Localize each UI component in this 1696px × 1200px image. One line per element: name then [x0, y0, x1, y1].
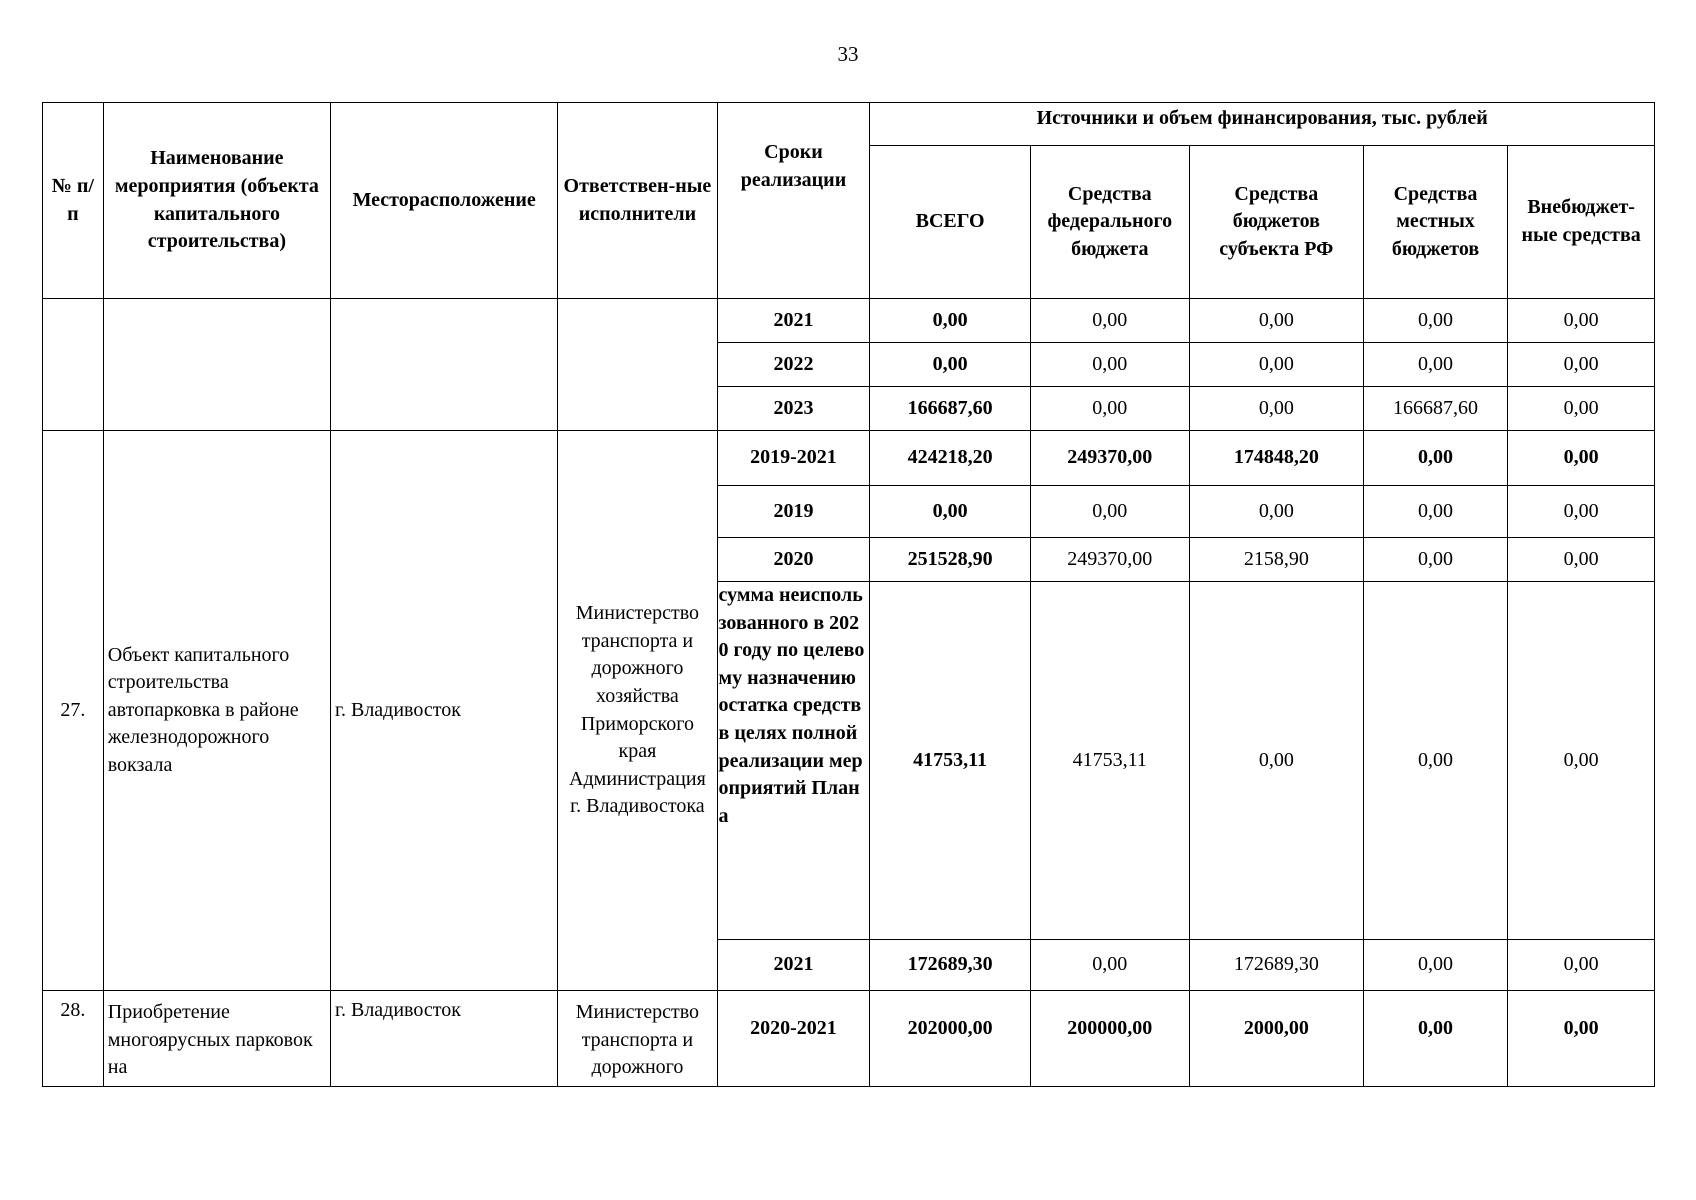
item-responsible: Министерство транспорта и дорожного хозяйства Приморского края Администрация г. Владивостока [558, 431, 717, 991]
local-cell: 0,00 [1363, 538, 1508, 582]
total-cell: 166687,60 [870, 387, 1030, 431]
federal-cell: 249370,00 [1030, 431, 1189, 486]
period-cell: 2023 [717, 387, 870, 431]
period-cell: 2022 [717, 343, 870, 387]
period-cell: 2019-2021 [717, 431, 870, 486]
table-row [43, 299, 1655, 343]
total-cell: 0,00 [870, 343, 1030, 387]
header-funding-group: Источники и объем финансирования, тыс. рублей [870, 103, 1655, 146]
header-row-1 [43, 103, 1655, 146]
item-name: Объект капитального строительства автопарковка в районе железнодорожного вокзала [103, 431, 330, 991]
extra-cell: 0,00 [1508, 431, 1655, 486]
subject-cell: 2000,00 [1189, 991, 1363, 1087]
extra-cell: 0,00 [1508, 991, 1655, 1087]
item-location: г. Владивосток [331, 991, 558, 1087]
subject-cell: 0,00 [1189, 486, 1363, 538]
item-number: 28. [43, 991, 104, 1087]
total-cell: 0,00 [870, 486, 1030, 538]
federal-cell: 200000,00 [1030, 991, 1189, 1087]
extra-cell: 0,00 [1508, 940, 1655, 991]
header-period: Сроки реализации [717, 103, 870, 299]
header-local: Средства местных бюджетов [1363, 146, 1508, 299]
item-location: г. Владивосток [331, 431, 558, 991]
header-extra: Внебюджет-ные средства [1508, 146, 1655, 299]
extra-cell: 0,00 [1508, 299, 1655, 343]
period-cell: 2021 [717, 940, 870, 991]
federal-cell: 0,00 [1030, 387, 1189, 431]
cont-location-cell [331, 299, 558, 431]
total-cell: 0,00 [870, 299, 1030, 343]
federal-cell: 0,00 [1030, 486, 1189, 538]
header-total: ВСЕГО [870, 146, 1030, 299]
header-federal: Средства федерального бюджета [1030, 146, 1189, 299]
federal-cell: 0,00 [1030, 343, 1189, 387]
item-number: 27. [43, 431, 104, 991]
extra-cell: 0,00 [1508, 582, 1655, 940]
local-cell: 0,00 [1363, 486, 1508, 538]
period-cell: 2020 [717, 538, 870, 582]
extra-cell: 0,00 [1508, 486, 1655, 538]
table-row [43, 991, 1655, 1087]
local-cell: 166687,60 [1363, 387, 1508, 431]
period-cell: 2021 [717, 299, 870, 343]
subject-cell: 0,00 [1189, 387, 1363, 431]
header-subject: Средства бюджетов субъекта РФ [1189, 146, 1363, 299]
period-cell: 2019 [717, 486, 870, 538]
local-cell: 0,00 [1363, 940, 1508, 991]
item-responsible: Министерство транспорта и дорожного [558, 991, 717, 1087]
item-name: Приобретение многоярусных парковок на [103, 991, 330, 1087]
local-cell: 0,00 [1363, 343, 1508, 387]
subject-cell: 2158,90 [1189, 538, 1363, 582]
subject-cell: 172689,30 [1189, 940, 1363, 991]
period-cell: 2020-2021 [717, 991, 870, 1087]
local-cell: 0,00 [1363, 431, 1508, 486]
total-cell: 251528,90 [870, 538, 1030, 582]
local-cell: 0,00 [1363, 299, 1508, 343]
extra-cell: 0,00 [1508, 538, 1655, 582]
total-cell: 41753,11 [870, 582, 1030, 940]
cont-responsible-cell [558, 299, 717, 431]
extra-cell: 0,00 [1508, 387, 1655, 431]
subject-cell: 174848,20 [1189, 431, 1363, 486]
local-cell: 0,00 [1363, 582, 1508, 940]
header-name: Наименование мероприятия (объекта капитального строительства) [103, 103, 330, 299]
federal-cell: 249370,00 [1030, 538, 1189, 582]
federal-cell: 0,00 [1030, 940, 1189, 991]
financing-table [42, 102, 1655, 1087]
header-location: Месторасположение [331, 103, 558, 299]
cont-name-cell [103, 299, 330, 431]
header-responsible: Ответствен-ные исполнители [558, 103, 717, 299]
subject-cell: 0,00 [1189, 299, 1363, 343]
table-row [43, 431, 1655, 486]
federal-cell: 0,00 [1030, 299, 1189, 343]
total-cell: 172689,30 [870, 940, 1030, 991]
period-note-cell: сумма неиспользованного в 2020 году по целевому назначению остатка средств в целях полной реализации мероприятий Плана [717, 582, 870, 940]
total-cell: 424218,20 [870, 431, 1030, 486]
extra-cell: 0,00 [1508, 343, 1655, 387]
header-num: № п/п [43, 103, 104, 299]
cont-num-cell [43, 299, 104, 431]
page-number: 33 [837, 42, 859, 66]
subject-cell: 0,00 [1189, 582, 1363, 940]
total-cell: 202000,00 [870, 991, 1030, 1087]
subject-cell: 0,00 [1189, 343, 1363, 387]
local-cell: 0,00 [1363, 991, 1508, 1087]
federal-cell: 41753,11 [1030, 582, 1189, 940]
